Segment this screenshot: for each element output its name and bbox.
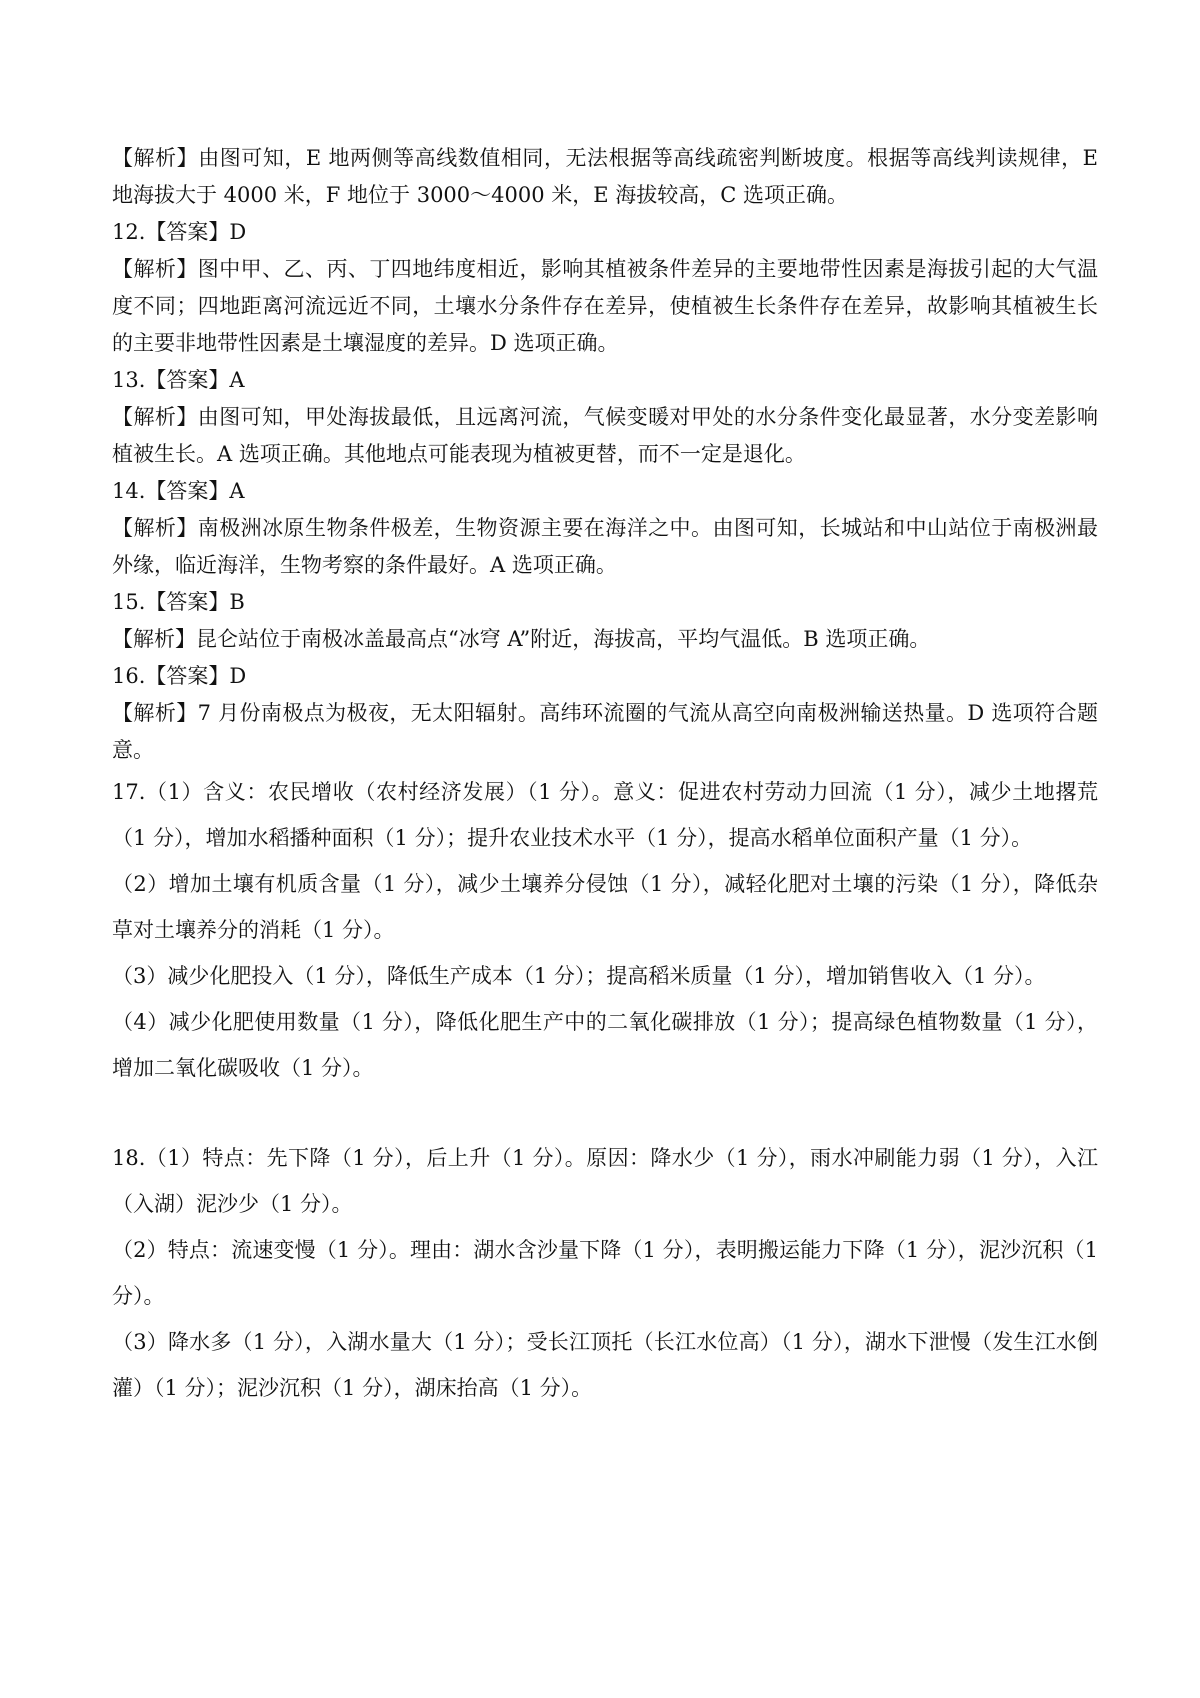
answer-18-part-2: （2）特点：流速变慢（1 分）。理由：湖水含沙量下降（1 分），表明搬运能力下降（1 分），泥沙沉积（1 分）。 bbox=[112, 1238, 1098, 1308]
answer-14: 14.【答案】A bbox=[112, 479, 245, 503]
analysis-12: 【解析】图中甲、乙、丙、丁四地纬度相近，影响其植被条件差异的主要地带性因素是海拔引起的大气温度不同；四地距离河流远近不同，土壤水分条件存在差异，使植被生长条件存在差异，故影响其植被生长的主要非地带性因素是土壤湿度的差异。D 选项正确。 bbox=[112, 257, 1098, 355]
answer-12: 12.【答案】D bbox=[112, 220, 247, 244]
answer-17-part-4: （4）减少化肥使用数量（1 分），降低化肥生产中的二氧化碳排放（1 分）；提高绿色植物数量（1 分），增加二氧化碳吸收（1 分）。 bbox=[112, 1010, 1098, 1080]
analysis-11: 【解析】由图可知，E 地两侧等高线数值相同，无法根据等高线疏密判断坡度。根据等高线判读规律，E 地海拔大于 4000 米，F 地位于 3000～4000 米，E 海拔较高，C 选项正确。 bbox=[112, 146, 1098, 207]
section-spacer bbox=[112, 1091, 1098, 1135]
answer-17-part-2: （2）增加土壤有机质含量（1 分），减少土壤养分侵蚀（1 分），减轻化肥对土壤的污染（1 分），降低杂草对土壤养分的消耗（1 分）。 bbox=[112, 872, 1098, 942]
analysis-14: 【解析】南极洲冰原生物条件极差，生物资源主要在海洋之中。由图可知，长城站和中山站位于南极洲最外缘，临近海洋，生物考察的条件最好。A 选项正确。 bbox=[112, 516, 1098, 577]
answer-17-part-1: 17.（1）含义：农民增收（农村经济发展）（1 分）。意义：促进农村劳动力回流（1 分），减少土地撂荒（1 分），增加水稻播种面积（1 分）；提升农业技术水平（1 分），提高水稻单位面积产量（1 分）。 bbox=[112, 780, 1098, 850]
analysis-15: 【解析】昆仑站位于南极冰盖最高点“冰穹 A”附近，海拔高，平均气温低。B 选项正确。 bbox=[112, 627, 931, 651]
answer-content bbox=[112, 140, 1098, 1411]
answer-13: 13.【答案】A bbox=[112, 368, 245, 392]
answer-18-part-3: （3）降水多（1 分），入湖水量大（1 分）；受长江顶托（长江水位高）（1 分），湖水下泄慢（发生江水倒灌）（1 分）；泥沙沉积（1 分），湖床抬高（1 分）。 bbox=[112, 1330, 1098, 1400]
analysis-13: 【解析】由图可知，甲处海拔最低，且远离河流，气候变暖对甲处的水分条件变化最显著，水分变差影响植被生长。A 选项正确。其他地点可能表现为植被更替，而不一定是退化。 bbox=[112, 405, 1098, 466]
answer-15: 15.【答案】B bbox=[112, 590, 245, 614]
answer-18-part-1: 18.（1）特点：先下降（1 分），后上升（1 分）。原因：降水少（1 分），雨水冲刷能力弱（1 分），入江（入湖）泥沙少（1 分）。 bbox=[112, 1146, 1098, 1216]
answer-17-part-3: （3）减少化肥投入（1 分），降低生产成本（1 分）；提高稻米质量（1 分），增加销售收入（1 分）。 bbox=[112, 964, 1046, 988]
analysis-16: 【解析】7 月份南极点为极夜，无太阳辐射。高纬环流圈的气流从高空向南极洲输送热量。D 选项符合题意。 bbox=[112, 701, 1098, 762]
answer-16: 16.【答案】D bbox=[112, 664, 247, 688]
